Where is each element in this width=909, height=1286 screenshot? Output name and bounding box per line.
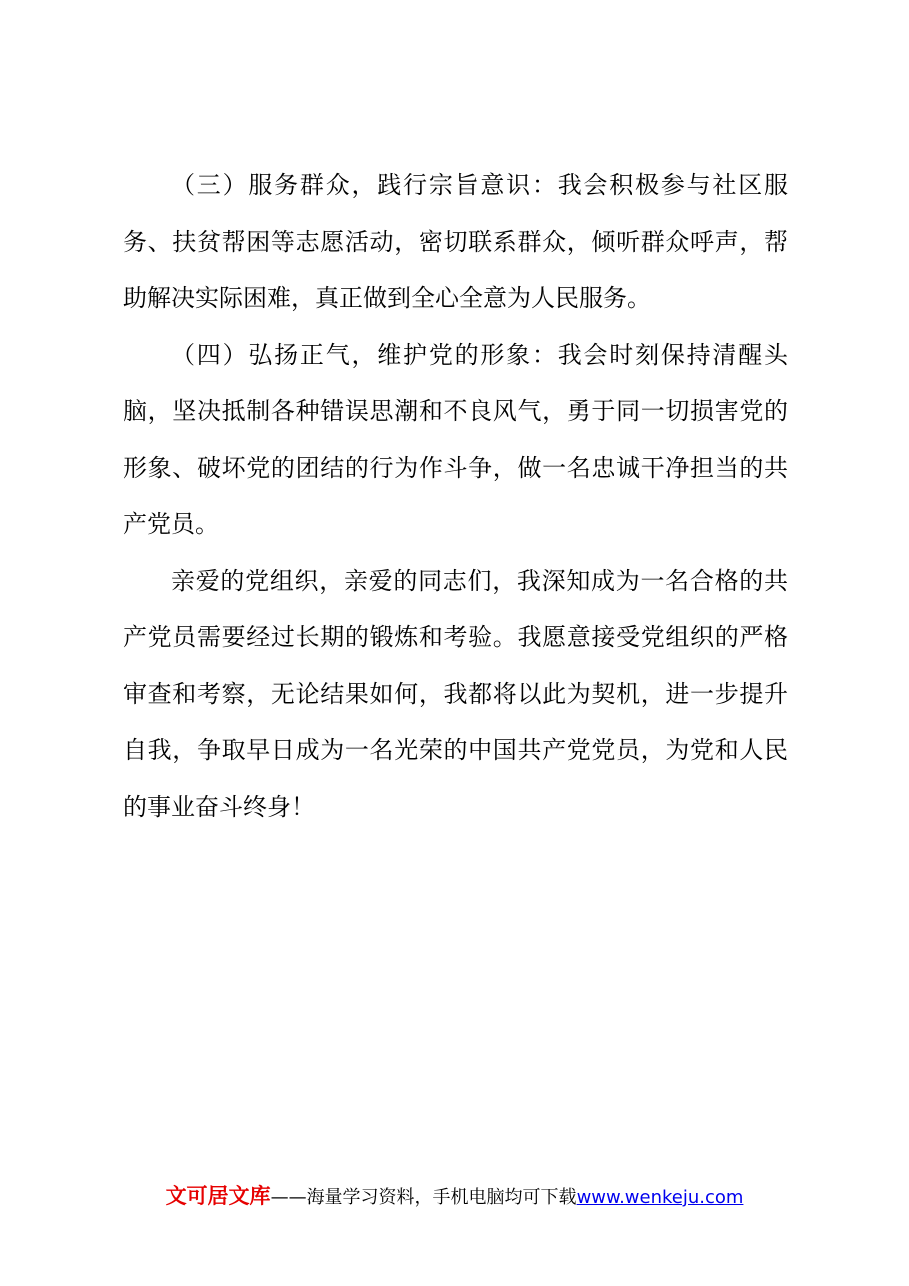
text-line: （三）服务群众，践行宗旨意识：我会积极参与社区服	[171, 171, 788, 199]
text-line: 审查和考察，无论结果如何，我都将以此为契机，进一步提升	[123, 680, 788, 708]
text-line: 形象、破坏党的团结的行为作斗争，做一名忠诚干净担当的共	[123, 454, 788, 482]
text-line: 产党员需要经过长期的锻炼和考验。我愿意接受党组织的严格	[123, 623, 788, 651]
text-line: 脑，坚决抵制各种错误思潮和不良风气，勇于同一切损害党的	[123, 397, 788, 425]
text-line: （四）弘扬正气，维护党的形象：我会时刻保持清醒头	[171, 341, 788, 369]
text-line: 产党员。	[123, 510, 219, 538]
text-line: 的事业奋斗终身！	[123, 793, 315, 821]
text-line: 亲爱的党组织，亲爱的同志们，我深知成为一名合格的共	[171, 567, 788, 595]
footer-tagline: ——海量学习资料，手机电脑均可下载	[270, 1187, 577, 1208]
page-footer	[0, 1182, 909, 1212]
text-line: 助解决实际困难，真正做到全心全意为人民服务。	[123, 284, 651, 312]
text-line: 务、扶贫帮困等志愿活动，密切联系群众，倾听群众呼声，帮	[123, 228, 788, 256]
footer-website-link[interactable]: www.wenkeju.com	[576, 1187, 744, 1208]
text-line: 自我，争取早日成为一名光荣的中国共产党党员，为党和人民	[123, 736, 788, 764]
footer-brand: 文可居文库	[165, 1184, 271, 1208]
